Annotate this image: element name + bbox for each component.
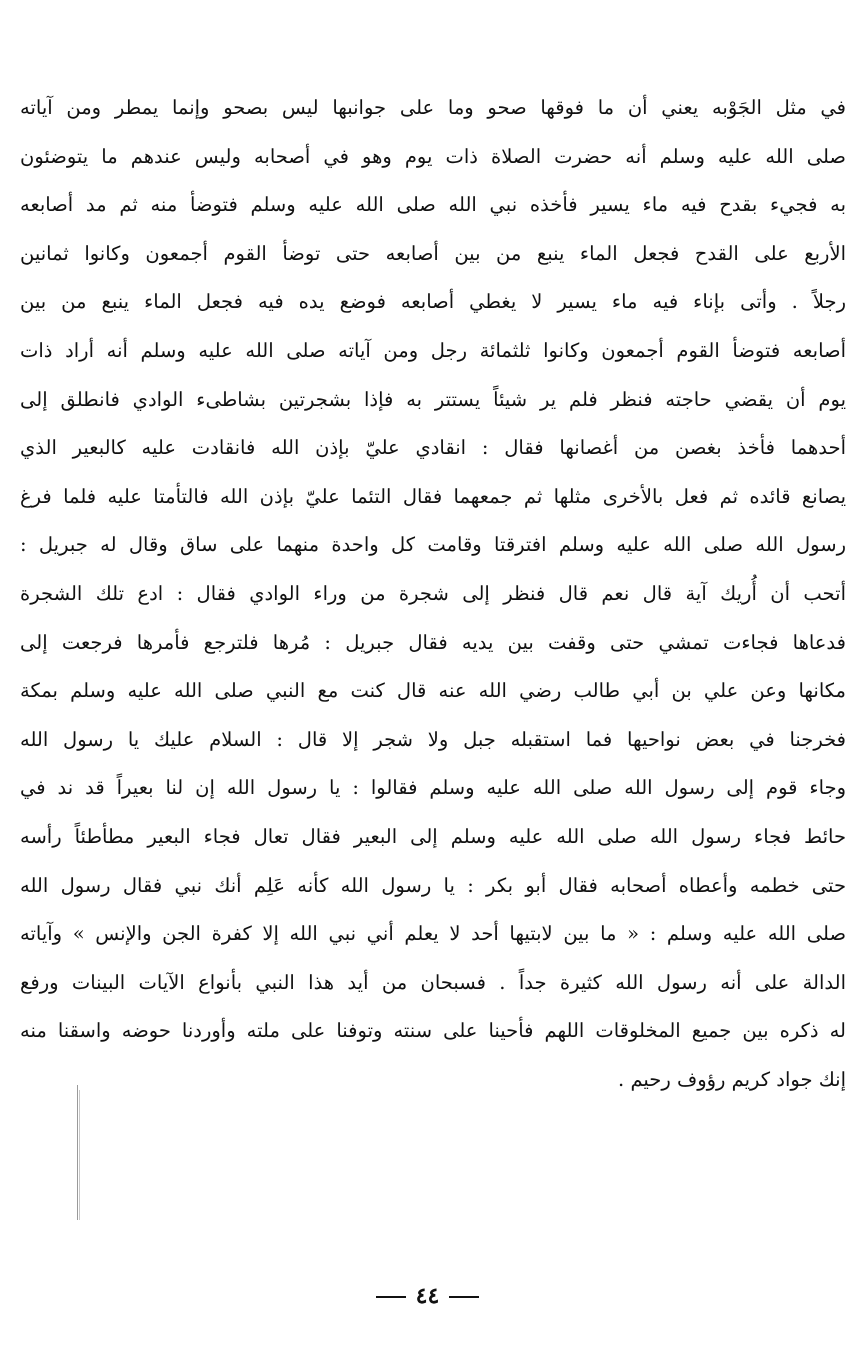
text-line: حائط فجاء رسول الله صلى الله عليه وسلم إلى البعير فقال تعال فجاء البعير مطأطئاً رأسه: [20, 824, 846, 848]
text-line-last: إنك جواد كريم رؤوف رحيم .: [618, 1067, 846, 1091]
text-line: فدعاها فجاءت تمشي حتى وقفت بين يديه فقال جبريل : مُرها فلترجع فأمرها فرجعت إلى: [20, 630, 846, 654]
text-line: رجلاً . وأتى بإناء فيه ماء يسير لا يغطي أصابعه فوضع يده فيه فجعل الماء ينبع من بين: [20, 290, 846, 314]
text-line: أصابعه فتوضأ القوم أجمعون وكانوا ثلثمائة رجل ومن آياته صلى الله عليه وسلم أنه أراد ذات: [20, 338, 846, 362]
page-number-dash-right: [449, 1296, 479, 1298]
page-number: [0, 1283, 855, 1309]
text-line: الأربع على القدح فجعل الماء ينبع من بين أصابعه حتى توضأ القوم أجمعون وكانوا ثمانين: [20, 241, 846, 265]
text-line: مكانها وعن علي بن أبي طالب رضي الله عنه قال كنت مع النبي صلى الله عليه وسلم بمكة: [20, 679, 846, 703]
text-line: في مثل الجَوْبه يعني أن ما فوقها صحو وما على جوانبها ليس بصحو وإنما يمطر ومن آياته: [20, 96, 846, 119]
text-line: حتى خطمه وأعطاه أصحابه فقال أبو بكر : يا رسول الله كأنه عَلِم أنك نبي فقال رسول الله: [20, 873, 846, 897]
text-line: صلى الله عليه وسلم أنه حضرت الصلاة ذات يوم وهو في أصحابه وليس عندهم ما يتوضئون: [20, 144, 846, 168]
scan-margin-line: [77, 1085, 78, 1220]
text-line: فخرجنا في بعض نواحيها فما استقبله جبل ولا شجر إلا قال : السلام عليك يا رسول الله: [20, 727, 846, 751]
page-number-dash-left: [376, 1296, 406, 1298]
scan-margin-line-faint: [79, 1090, 80, 1220]
text-line: به فجيء بقدح فيه ماء يسير فأخذه نبي الله صلى الله عليه وسلم فتوضأ منه ثم مد أصابعه: [20, 193, 846, 217]
page-number-value: ٤٤: [415, 1283, 440, 1309]
body-text: [20, 84, 846, 1104]
text-line: يوم أن يقضي حاجته فنظر فلم ير شيئاً يستتر به فإذا بشجرتين بشاطىء الوادي فانطلق إلى: [20, 387, 846, 411]
text-line: أتحب أن أُريك آية قال نعم قال فنظر إلى شجرة من وراء الوادي فقال : ادع تلك الشجرة: [20, 581, 846, 605]
text-line: أحدهما فأخذ بغصن من أغصانها فقال : انقادي عليّ بإذن الله فانقادت عليه كالبعير الذي: [20, 436, 846, 460]
text-line: له ذكره بين جميع المخلوقات اللهم فأحينا على سنته وتوفنا على ملته وأوردنا حوضه واسقنا منه: [20, 1019, 846, 1043]
text-line: صلى الله عليه وسلم : « ما بين لابتيها أحد لا يعلم أني نبي الله إلا كفرة الجن والإنس » وآياته: [20, 922, 846, 946]
text-line: رسول الله صلى الله عليه وسلم افترقتا وقامت كل واحدة منهما على ساق وقال له جبريل :: [20, 533, 846, 557]
text-line: وجاء قوم إلى رسول الله صلى الله عليه وسلم فقالوا : يا رسول الله إن لنا بعيراً قد ند في: [20, 776, 846, 800]
text-line: الدالة على أنه رسول الله كثيرة جداً . فسبحان من أيد هذا النبي بأنواع الآيات البينات ورفع: [20, 970, 846, 994]
text-line: يصانع قائده ثم فعل بالأخرى مثلها ثم جمعهما فقال التئما عليّ بإذن الله فالتأمتا عليه فلما فرغ: [20, 484, 846, 508]
